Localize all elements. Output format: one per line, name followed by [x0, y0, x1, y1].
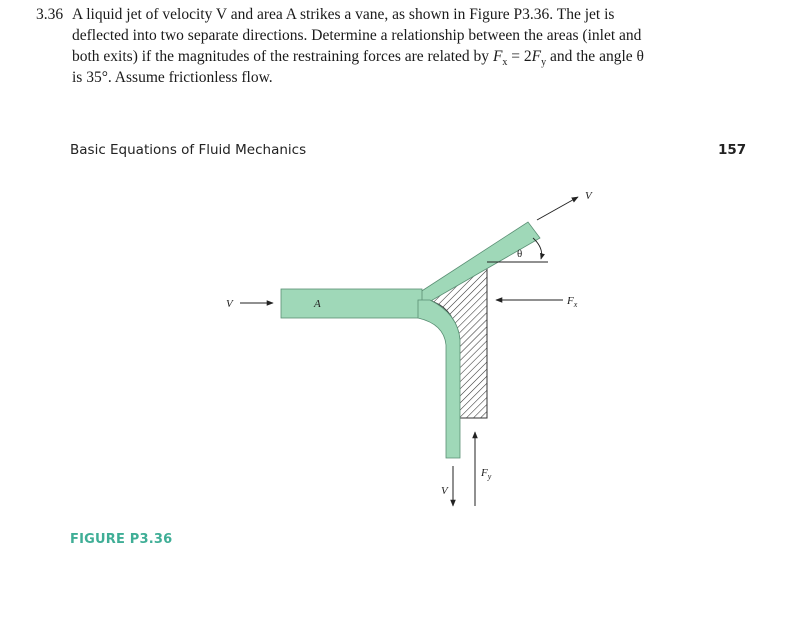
force-y-symbol: F: [481, 467, 488, 479]
fx-symbol: F: [492, 48, 503, 65]
force-x-symbol: F: [567, 295, 574, 307]
angle-label: θ: [517, 248, 523, 260]
fy-subscript: y: [541, 57, 547, 69]
force-y-subscript: y: [487, 472, 492, 481]
figure-caption: FIGURE P3.36: [70, 532, 173, 547]
force-y-label: [480, 467, 492, 481]
fy-symbol: F: [531, 48, 542, 65]
inlet-velocity-label: V: [226, 298, 233, 310]
page-number: 157: [718, 142, 747, 158]
outlet-velocity-arrow-top: [537, 197, 578, 220]
lower-outlet-jet: [418, 300, 460, 458]
inlet-jet: [281, 289, 422, 318]
line3-text-b: = 2: [507, 48, 532, 65]
line3-text-a: both exits) if the magnitudes of the restraining forces are related by: [72, 48, 493, 65]
fx-subscript: x: [502, 57, 508, 69]
line3-text-c: and the angle θ: [546, 48, 644, 65]
running-header-title: Basic Equations of Fluid Mechanics: [70, 142, 307, 158]
problem-number: 3.36: [36, 6, 64, 23]
problem-line-2: deflected into two separate directions. Determine a relationship between the areas (inlet and: [72, 27, 642, 44]
outlet-velocity-label-bottom: V: [441, 485, 448, 497]
problem-line-4: is 35°. Assume frictionless flow.: [72, 69, 273, 86]
force-x-label: [566, 295, 578, 309]
problem-line-1: A liquid jet of velocity V and area A strikes a vane, as shown in Figure P3.36. The jet is: [72, 6, 615, 23]
inlet-area-label: A: [314, 298, 321, 310]
force-x-subscript: x: [573, 300, 578, 309]
outlet-velocity-label-top: V: [585, 190, 592, 202]
